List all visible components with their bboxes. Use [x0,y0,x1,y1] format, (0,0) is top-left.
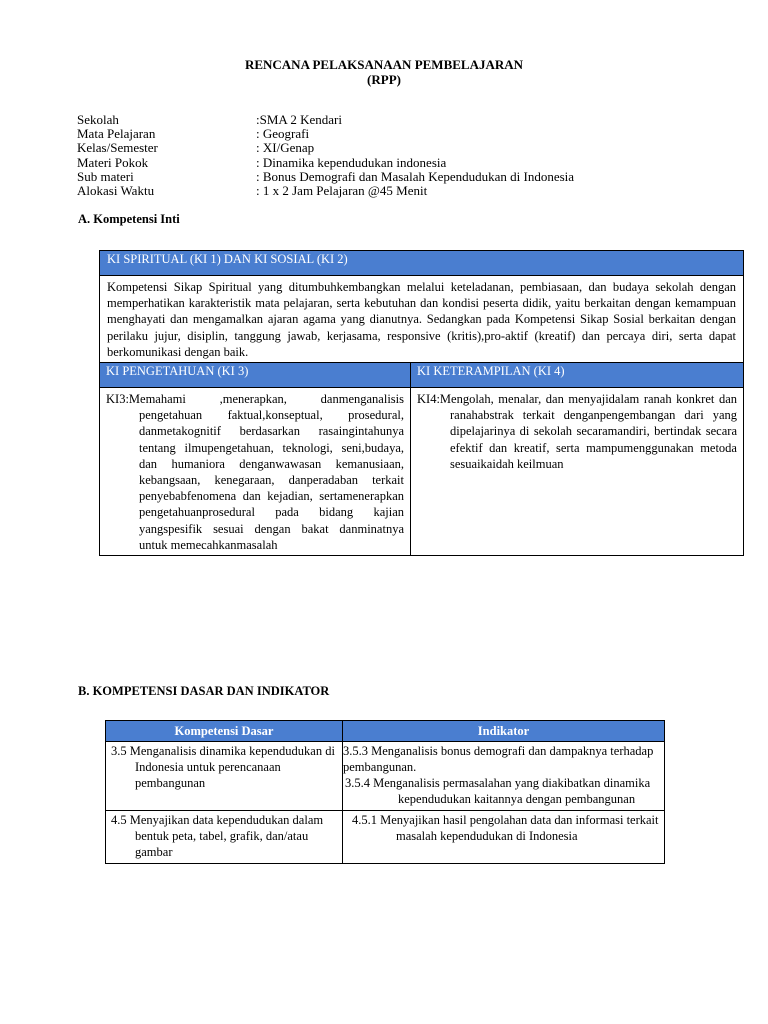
table-row [106,742,664,811]
ki-header-row [100,363,743,388]
basic-competency-table [105,720,665,864]
ki3-text: KI3:Memahami ,menerapkan, danmenganalisis pengetahuan faktual,konseptual, prosedural, danmetakognitif berdasarkan rasaingintahunya tentang ilmupengetahuan, teknologi, seni,budaya, dan humaniora denganwawasan kemanusiaan, kebangsaan, kenegaraan, danperadaban terkait penyebabfenomena dan kejadian, sertamenerapkan pengetahuanprosedural pada bidang kajian yangspesifik sesuai dengan bakat danminatnya untuk memecahkanmasalah [106,392,404,552]
info-value: : Dinamika kependudukan indonesia [256,154,447,170]
ki4-cell [411,388,743,555]
ki-body-row [100,388,743,555]
info-value: :SMA 2 Kendari [256,112,342,127]
indicator-item: 4.5.1 Menyajikan hasil pengolahan data dan informasi terkait masalah kependudukan di Indonesia [352,813,659,843]
info-value: : 1 x 2 Jam Pelajaran @45 Menit [256,182,428,198]
info-label: Alokasi Waktu [77,182,155,198]
info-row-school [77,113,697,127]
ki4-header: KI KETERAMPILAN (KI 4) [411,363,743,388]
ki-spiritual-header: KI SPIRITUAL (KI 1) DAN KI SOSIAL (KI 2) [100,251,743,276]
indicator-column-header: Indikator [477,724,530,738]
document-subtitle: (RPP) [367,72,401,87]
document-title: RENCANA PELAKSANAAN PEMBELAJARAN [244,57,524,72]
indicator-item: 3.5.3 Menganalisis bonus demografi dan dampaknya terhadap pembangunan. [343,744,654,774]
section-b-heading: B. KOMPETENSI DASAR DAN INDIKATOR [78,684,330,698]
kd-column-header: Kompetensi Dasar [106,721,343,741]
identity-block [77,113,697,198]
info-row-subtopic [77,170,697,184]
info-row-time [77,184,697,198]
info-value: : XI/Genap [256,140,315,156]
info-label: Sekolah [77,112,119,127]
info-row-topic [77,156,697,170]
kd-cell [106,811,343,863]
ki-spiritual-text: Kompetensi Sikap Spiritual yang ditumbuhkembangkan melalui keteladanan, pembiasaan, dan budaya sekolah dengan memperhatikan karakteristik mata pelajaran, serta kebutuhan dan kondisi peserta didik, yaitu berkaitan dengan kemampuan menghayati dan mengamalkan ajaran agama yang dianutnya. Sedangkan pada Kompetensi Sikap Sosial berkaitan dengan perilaku jujur, disiplin, tanggung jawab, kerjasama, responsive (kritis),pro-aktif (kreatif) dan percaya diri, serta dapat berkomunikasi dengan baik. [100,276,743,363]
info-value: : Bonus Demografi dan Masalah Kependudukan di Indonesia [256,168,575,184]
info-label: Materi Pokok [77,154,149,170]
info-value: : Geografi [256,126,310,142]
ki3-header: KI PENGETAHUAN (KI 3) [100,363,411,388]
kd-text: 3.5 Menganalisis dinamika kependudukan di Indonesia untuk perencanaan pembangunan [111,744,335,790]
kd-cell [106,742,343,810]
ki4-text: KI4:Mengolah, menalar, dan menyajidalam ranah konkret dan ranahabstrak terkait denganpengembangan dari yang dipelajarinya di sekolah secaramandiri, bertindak secara efektif dan kreatif, serta mampumenggunakan metoda sesuaikaidah keilmuan [417,392,737,471]
section-a-heading: A. Kompetensi Inti [78,212,180,226]
info-label: Mata Pelajaran [77,126,156,142]
table-row [106,811,664,863]
info-label: Sub materi [77,168,134,184]
indicator-item: 3.5.4 Menganalisis permasalahan yang diakibatkan dinamika kependudukan kaitannya dengan pembangunan [345,776,651,806]
kd-header-row [106,721,664,742]
kd-text: 4.5 Menyajikan data kependudukan dalam bentuk peta, tabel, grafik, dan/atau gambar [111,813,324,859]
info-row-subject [77,127,697,141]
indicator-cell [343,811,664,863]
ki3-cell [100,388,411,555]
core-competency-table [99,250,744,556]
info-label: Kelas/Semester [77,140,158,156]
indicator-cell [343,742,664,810]
info-row-class [77,141,697,155]
